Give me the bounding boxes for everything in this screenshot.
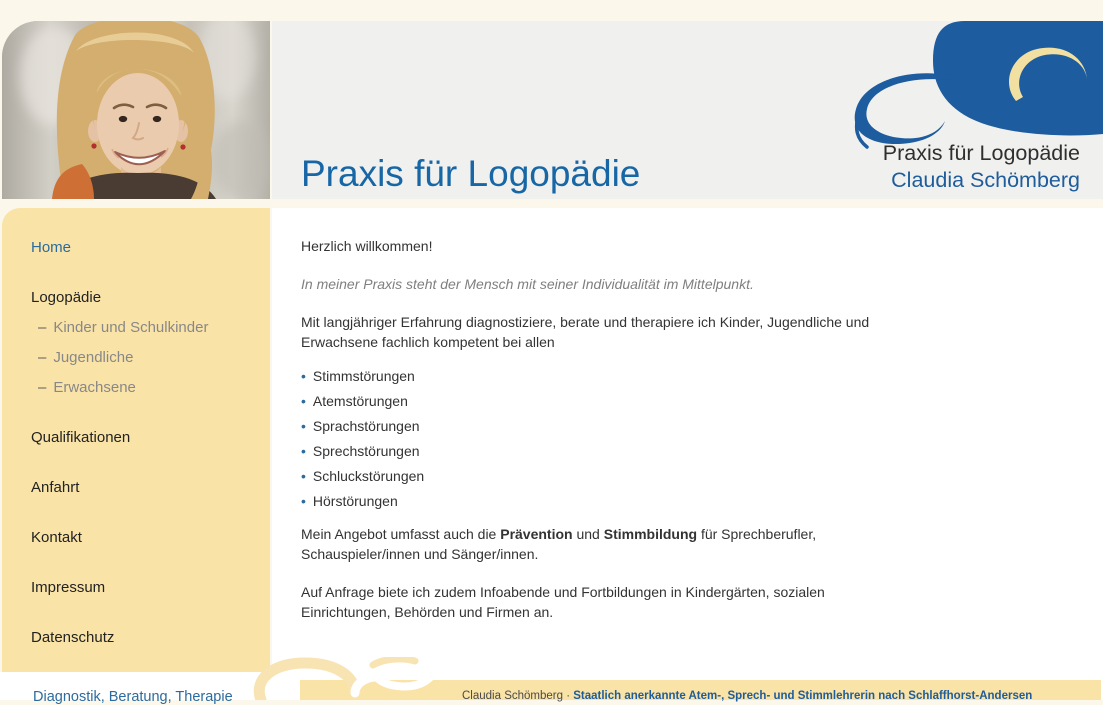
- bullet-icon: •: [301, 418, 306, 434]
- disorder-item: [301, 489, 913, 514]
- bullet-icon: •: [301, 493, 306, 509]
- logo-line2: Claudia Schömberg: [891, 168, 1080, 192]
- bullet-icon: •: [301, 443, 306, 459]
- footer-credential-bold: Staatlich anerkannte Atem-, Sprech- und Stimmlehrerin nach Schlaffhorst-Andersen: [573, 690, 1033, 702]
- offer-post: für Sprechberufler, Schauspieler/innen und Sänger/innen.: [301, 526, 817, 562]
- disorder-label: Stimmstörungen: [312, 368, 415, 384]
- sidebar-item-label: Home: [31, 239, 72, 256]
- disorder-item: [301, 464, 913, 489]
- sidebar-item-label: Anfahrt: [31, 479, 80, 496]
- sidebar-item-anfahrt[interactable]: [31, 480, 270, 495]
- sidebar-item-label: Datenschutz: [31, 629, 115, 646]
- sidebar-item-kinder-und-schulkinder[interactable]: [31, 320, 270, 335]
- dash-icon: –: [38, 379, 47, 396]
- logo-line1: Praxis für Logopädie: [882, 141, 1080, 165]
- sidebar-item-jugendliche[interactable]: [31, 350, 270, 365]
- bullet-icon: •: [301, 468, 306, 484]
- sidebar-item-label: Logopädie: [31, 289, 102, 306]
- disorder-label: Sprachstörungen: [312, 418, 420, 434]
- sidebar-item-datenschutz[interactable]: [31, 630, 270, 645]
- sidebar-item-kontakt[interactable]: [31, 530, 270, 545]
- sidebar-item-label: Impressum: [31, 579, 106, 596]
- tagline-text: In meiner Praxis steht der Mensch mit seiner Individualität im Mittelpunkt.: [301, 276, 754, 292]
- sidebar-item-qualifikationen[interactable]: [31, 430, 270, 445]
- main-navigation: [2, 208, 270, 645]
- footer-tagline: Diagnostik, Beratung, Therapie: [33, 689, 233, 705]
- disorder-label: Hörstörungen: [312, 493, 398, 509]
- main-content: [301, 236, 913, 622]
- footer-credential: [462, 690, 1032, 702]
- request-text: Auf Anfrage biete ich zudem Infoabende und Fortbildungen in Kindergärten, sozialen Einrichtungen, Behörden und Firmen an.: [301, 584, 825, 620]
- sidebar-item-erwachsene[interactable]: [31, 380, 270, 395]
- disorders-list: [301, 364, 913, 514]
- sidebar-item-label: Erwachsene: [53, 379, 136, 396]
- sidebar-item-label: Qualifikationen: [31, 429, 131, 446]
- disorder-item: [301, 389, 913, 414]
- portrait-illustration: [2, 21, 270, 199]
- disorder-label: Schluckstörungen: [312, 468, 425, 484]
- sidebar-item-label: Jugendliche: [53, 349, 134, 366]
- portrait-photo: [2, 21, 270, 199]
- disorder-label: Sprechstörungen: [312, 443, 420, 459]
- intro-text: Mit langjähriger Erfahrung diagnostiziere, berate und therapiere ich Kinder, Jugendliche und Erwachsene fachlich kompetent bei allen: [301, 314, 870, 350]
- sidebar-item-label: Kontakt: [31, 529, 82, 546]
- offer-bold-stimmbildung: Stimmbildung: [603, 526, 698, 542]
- offer-mid: und: [572, 526, 604, 542]
- offer-bold-praevention: Prävention: [500, 526, 573, 542]
- page-title: Praxis für Logopädie: [301, 153, 641, 194]
- offer-pre: Mein Angebot umfasst auch die: [301, 526, 501, 542]
- bullet-icon: •: [301, 368, 306, 384]
- page-header: [272, 21, 1103, 199]
- sidebar-item-label: Kinder und Schulkinder: [53, 319, 209, 336]
- disorder-label: Atemstörungen: [312, 393, 408, 409]
- sidebar-item-home[interactable]: [31, 240, 270, 255]
- sidebar: [2, 208, 270, 672]
- dash-icon: –: [38, 349, 47, 366]
- footer-name: Claudia Schömberg ·: [462, 690, 574, 702]
- disorder-item: [301, 414, 913, 439]
- bullet-icon: •: [301, 393, 306, 409]
- disorder-item: [301, 364, 913, 389]
- sidebar-item-impressum[interactable]: [31, 580, 270, 595]
- footer-swirl-icon: [243, 657, 443, 700]
- dash-icon: –: [38, 319, 47, 336]
- sidebar-item-logopaedie[interactable]: [31, 290, 270, 305]
- offer-text: [301, 524, 913, 564]
- logo-text: [883, 140, 1080, 194]
- disorder-item: [301, 439, 913, 464]
- welcome-text: Herzlich willkommen!: [301, 238, 433, 254]
